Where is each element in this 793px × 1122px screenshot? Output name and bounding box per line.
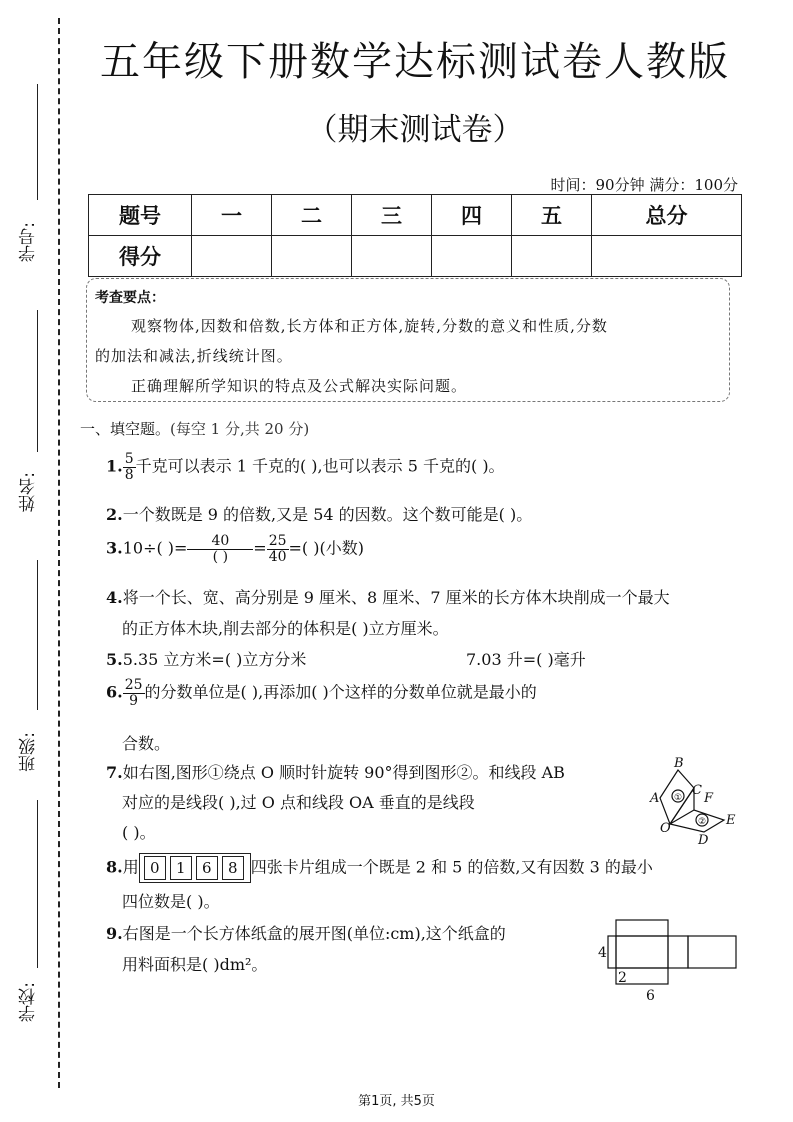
question-6-line-2: 合数。 — [122, 734, 171, 753]
question-number: 6. — [106, 682, 123, 702]
name-label: 姓名: — [19, 472, 39, 512]
key-points-line: 正确理解所学知识的特点及公式解决实际问题。 — [131, 377, 468, 395]
label-b: B — [674, 756, 684, 771]
question-9 — [106, 921, 506, 944]
score-cell[interactable] — [352, 236, 432, 277]
score-header-cell: 五 — [512, 195, 592, 236]
digit-card: 6 — [196, 856, 218, 880]
section-score-note: (每空 1 分,共 20 分) — [170, 420, 310, 438]
student-no-write-line[interactable] — [37, 84, 38, 200]
fraction-denominator: 9 — [129, 692, 139, 709]
score-header-cell: 二 — [272, 195, 352, 236]
dim-height: 4 — [598, 945, 607, 961]
dim-length: 6 — [646, 988, 655, 1002]
key-points-title: 考查要点： — [95, 290, 165, 306]
question-2 — [106, 502, 532, 525]
digit-card: 1 — [170, 856, 192, 880]
question-text: 右图是一个长方体纸盒的展开图(单位:cm),这个纸盒的 — [122, 924, 506, 943]
rotation-figure — [648, 754, 748, 848]
fraction-numerator: 25 — [268, 533, 287, 549]
score-table — [88, 194, 742, 277]
score-cell[interactable] — [432, 236, 512, 277]
school-label: 学校: — [19, 982, 39, 1022]
question-text: 四张卡片组成一个既是 2 和 5 的倍数,又有因数 3 的最小 — [250, 857, 653, 877]
key-points-line: 的加法和减法,折线统计图。 — [95, 347, 293, 365]
label-f: F — [704, 791, 714, 806]
question-7-line-2: 对应的是线段( ),过 O 点和线段 OA 垂直的是线段 — [122, 793, 475, 812]
label-shape-1: ① — [674, 793, 683, 803]
fraction-numerator: 25 — [124, 677, 143, 693]
score-header-cell: 题号 — [89, 195, 192, 236]
name-write-line[interactable] — [37, 310, 38, 452]
score-cell[interactable] — [192, 236, 272, 277]
fraction — [267, 534, 289, 564]
fraction — [123, 678, 145, 708]
dim-width: 2 — [618, 970, 627, 986]
question-7-line-3: ( )。 — [122, 823, 156, 842]
fraction-numerator: 40 — [187, 534, 253, 550]
section-heading — [80, 418, 309, 439]
score-cell[interactable] — [512, 236, 592, 277]
net-face-right — [668, 936, 688, 968]
label-o: O — [660, 821, 671, 836]
fraction-denominator: 40 — [268, 548, 287, 565]
key-points-box — [86, 278, 730, 402]
question-text: 千克可以表示 1 千克的( ),也可以表示 5 千克的( )。 — [135, 456, 505, 476]
question-number: 3. — [106, 538, 123, 558]
score-table-score-row — [89, 236, 742, 277]
question-6 — [106, 678, 537, 708]
question-7 — [106, 760, 565, 783]
score-cell[interactable] — [592, 236, 742, 277]
fraction-denominator: 8 — [124, 466, 134, 483]
fraction — [187, 534, 253, 564]
label-e: E — [726, 813, 736, 828]
score-row-label: 得分 — [89, 236, 192, 277]
digit-cards — [139, 853, 251, 883]
class-write-line[interactable] — [37, 560, 38, 710]
digit-card: 0 — [144, 856, 166, 880]
question-number: 9. — [106, 924, 123, 943]
fraction-numerator: 5 — [124, 451, 134, 467]
label-c: C — [692, 783, 702, 798]
label-shape-2: ② — [698, 817, 707, 827]
question-text: 5.35 立方米=( )立方分米 — [122, 650, 307, 669]
question-8-line-2: 四位数是( )。 — [122, 892, 220, 911]
question-text: 一个数既是 9 的倍数,又是 54 的因数。这个数可能是( )。 — [122, 505, 533, 524]
question-4 — [106, 585, 670, 608]
question-number: 7. — [106, 763, 123, 782]
box-net-figure — [598, 918, 740, 1002]
score-header-cell: 总分 — [592, 195, 742, 236]
question-number: 8. — [106, 857, 123, 877]
question-number: 1. — [106, 456, 123, 476]
question-text: 10÷( )= — [122, 538, 188, 558]
net-face-back — [688, 936, 736, 968]
fraction-denominator: ( ) — [212, 548, 229, 565]
question-number: 5. — [106, 650, 123, 669]
digit-card: 8 — [222, 856, 244, 880]
question-5-part-b: 7.03 升=( )毫升 — [466, 650, 586, 669]
question-number: 2. — [106, 505, 123, 524]
school-write-line[interactable] — [37, 800, 38, 968]
question-text: 的分数单位是( ),再添加( )个这样的分数单位就是最小的 — [144, 682, 537, 702]
fraction — [123, 452, 136, 482]
question-5 — [106, 647, 306, 670]
net-face-front — [616, 936, 668, 968]
label-a: A — [650, 791, 660, 806]
page-title: 五年级下册数学达标测试卷人教版 — [100, 39, 730, 85]
key-points-line: 观察物体,因数和倍数,长方体和正方体,旋转,分数的意义和性质,分数 — [131, 317, 608, 335]
score-header-cell: 四 — [432, 195, 512, 236]
question-9-line-2: 用料面积是( )dm²。 — [122, 955, 268, 974]
question-3 — [106, 534, 364, 564]
question-text: 用 — [122, 857, 139, 877]
question-text: 如右图,图形①绕点 O 顺时针旋转 90°得到图形②。和线段 AB — [122, 763, 565, 782]
question-text: 将一个长、宽、高分别是 9 厘米、8 厘米、7 厘米的长方体木块削成一个最大 — [122, 588, 670, 607]
question-4-line-2: 的正方体木块,削去部分的体积是( )立方厘米。 — [122, 619, 449, 638]
class-label: 班级: — [19, 732, 39, 772]
net-face-left — [608, 936, 616, 968]
question-8 — [106, 853, 653, 883]
score-table-header-row — [89, 195, 742, 236]
net-face-top — [616, 920, 668, 936]
page-subtitle: （期末测试卷） — [306, 112, 524, 148]
figure-shape-2 — [670, 810, 724, 832]
time-info: 时间：90分钟 满分：100分 — [550, 176, 738, 194]
label-d: D — [698, 833, 709, 848]
score-header-cell: 一 — [192, 195, 272, 236]
student-no-label: 学号: — [19, 222, 39, 262]
section-title: 一、填空题。 — [80, 420, 171, 438]
score-cell[interactable] — [272, 236, 352, 277]
binding-dashed-line — [58, 18, 60, 1088]
question-1 — [106, 452, 505, 482]
equals-sign: = — [253, 538, 267, 558]
page-footer: 第1页, 共5页 — [358, 1094, 435, 1109]
question-text: =( )(小数) — [288, 538, 364, 558]
score-header-cell: 三 — [352, 195, 432, 236]
question-number: 4. — [106, 588, 123, 607]
